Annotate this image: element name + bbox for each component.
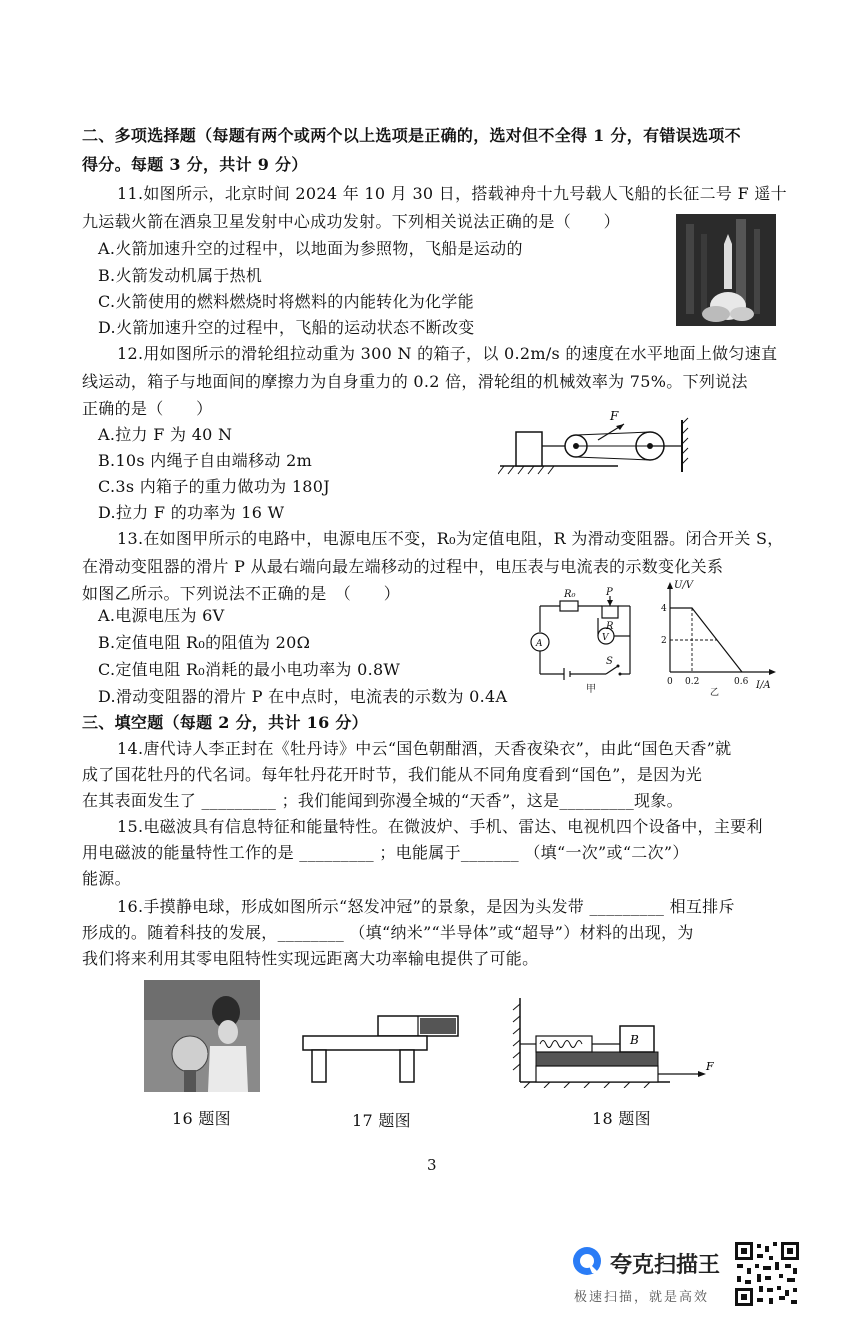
q12-stem-line2: 线运动，箱子与地面间的摩擦力为自身重力的 0.2 倍，滑轮组的机械效率为 75%。下列说法 [82, 372, 748, 391]
q13-stem-line2: 在滑动变阻器的滑片 P 从最右端向最左端移动的过程中，电压表与电流表的示数变化关系 [82, 557, 724, 576]
static-ball-photo [144, 980, 260, 1092]
circuit-voltmeter-label: V [602, 633, 609, 643]
caption-fig18: 18 题图 [592, 1109, 651, 1128]
q12-option-d: D.拉力 F 的功率为 16 W [98, 503, 285, 522]
q13-stem-line3: 如图乙所示。下列说法不正确的是 （ ） [82, 584, 401, 603]
caption-fig16: 16 题图 [172, 1109, 231, 1128]
graph-x-axis-label: I/A [756, 680, 771, 691]
pulley-diagram [498, 410, 690, 476]
q16-line3: 我们将来利用其零电阻特性实现远距离大功率输电提供了可能。 [82, 949, 539, 968]
section2-title-line1: 二、多项选择题（每题有两个或两个以上选项是正确的，选对但不全得 1 分，有错误选项不 [82, 126, 741, 145]
q13-option-a: A.电源电压为 6V [98, 606, 225, 625]
q14-line3: 在其表面发生了 _________ ；我们能闻到弥漫全城的“天香”，这是_________现象。 [82, 791, 683, 810]
graph-y-tick-2: 2 [661, 636, 667, 646]
scanner-slogan: 极速扫描，就是高效 [574, 1290, 710, 1305]
circuit-r0-label: R₀ [564, 589, 576, 600]
block-b-label: B [630, 1033, 639, 1047]
q11-option-a: A.火箭加速升空的过程中，以地面为参照物，飞船是运动的 [98, 239, 523, 258]
qr-code [733, 1240, 801, 1308]
scanner-logo-icon [572, 1246, 602, 1276]
circuit-switch-label: S [606, 656, 613, 667]
q12-option-a: A.拉力 F 为 40 N [98, 425, 233, 444]
graph-x-tick-0-6: 0.6 [734, 677, 749, 687]
circuit-diagram [522, 584, 642, 696]
scanner-brand: 夸克扫描王 [610, 1253, 721, 1278]
graph-figure-label: 乙 [710, 688, 720, 698]
q12-option-c: C.3s 内箱子的重力做功为 180J [98, 477, 330, 496]
q12-option-b: B.10s 内绳子自由端移动 2m [98, 451, 313, 470]
rocket-launch-photo [676, 214, 776, 326]
q11-option-b: B.火箭发动机属于热机 [98, 266, 263, 285]
q15-line3: 能源。 [82, 869, 131, 888]
circuit-r-label: R [606, 621, 614, 632]
q11-option-d: D.火箭加速升空的过程中，飞船的运动状态不断改变 [98, 318, 475, 337]
section3-title: 三、填空题（每题 2 分，共计 16 分） [82, 713, 368, 732]
graph-y-axis-label: U/V [674, 580, 694, 591]
section2-title-line2: 得分。每题 3 分，共计 9 分） [82, 155, 308, 174]
circuit-ammeter-label: A [536, 639, 543, 649]
q13-option-b: B.定值电阻 R₀的阻值为 20Ω [98, 633, 311, 652]
table-block-diagram [300, 1010, 464, 1086]
q16-line2: 形成的。随着科技的发展，________ （填“纳米”“半导体”或“超导”）材料的出现，为 [82, 923, 694, 942]
spring-block-diagram [510, 996, 722, 1088]
q11-stem-line1: 11.如图所示，北京时间 2024 年 10 月 30 日，搭载神舟十九号载人飞船的长征二号 F 遥十 [117, 184, 787, 203]
voltage-current-graph [652, 574, 782, 698]
q11-option-c: C.火箭使用的燃料燃烧时将燃料的内能转化为化学能 [98, 292, 474, 311]
force-f-label: F [706, 1060, 714, 1073]
q12-stem-line3: 正确的是（ ） [82, 399, 213, 418]
graph-x-tick-0-2: 0.2 [685, 677, 700, 687]
page-number: 3 [427, 1156, 437, 1174]
q11-stem-line2: 九运载火箭在酒泉卫星发射中心成功发射。下列相关说法正确的是（ ） [82, 212, 620, 231]
q15-line1: 15.电磁波具有信息特征和能量特性。在微波炉、手机、雷达、电视机四个设备中，主要利 [117, 817, 763, 836]
graph-x-tick-0: 0 [667, 677, 673, 687]
q14-line1: 14.唐代诗人李正封在《牡丹诗》中云“国色朝酣酒，天香夜染衣”，由此“国色天香”就 [117, 739, 732, 758]
q16-line1: 16.手摸静电球，形成如图所示“怒发冲冠”的景象，是因为头发带 _________ 相互排斥 [117, 897, 735, 916]
circuit-figure-label: 甲 [586, 684, 596, 695]
caption-fig17: 17 题图 [352, 1111, 411, 1130]
circuit-p-label: P [606, 587, 613, 598]
q15-line2: 用电磁波的能量特性工作的是 _________ ；电能属于_______ （填“一次”或“二次”） [82, 843, 689, 862]
q13-option-c: C.定值电阻 R₀消耗的最小电功率为 0.8W [98, 660, 401, 679]
q13-stem-line1: 13.在如图甲所示的电路中，电源电压不变，R₀为定值电阻，R 为滑动变阻器。闭合开关 S， [117, 529, 784, 548]
q12-stem-line1: 12.用如图所示的滑轮组拉动重为 300 N 的箱子，以 0.2m/s 的速度在水平地面上做匀速直 [117, 344, 778, 363]
pulley-force-label: F [610, 410, 619, 423]
q13-option-d: D.滑动变阻器的滑片 P 在中点时，电流表的示数为 0.4A [98, 687, 508, 706]
graph-y-tick-4: 4 [661, 604, 667, 614]
q14-line2: 成了国花牡丹的代名词。每年牡丹花开时节，我们能从不同角度看到“国色”，是因为光 [82, 765, 703, 784]
